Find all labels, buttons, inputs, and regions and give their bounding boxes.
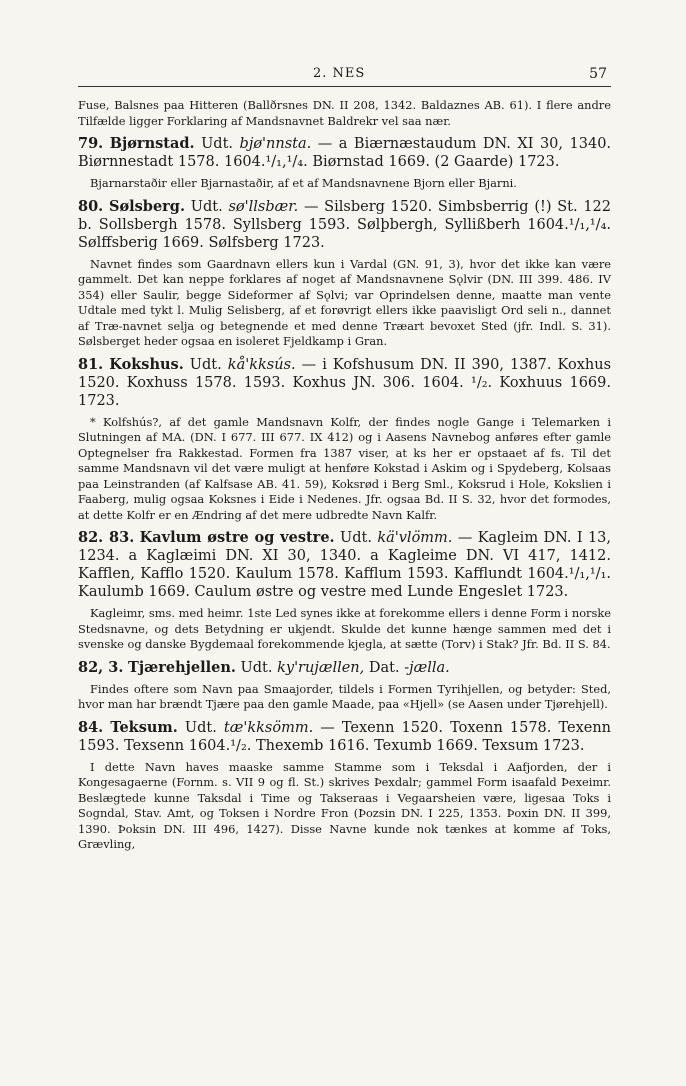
chapter-title: 2. NES [313,66,366,81]
entry-name: Teksum. [110,718,178,736]
entry-80 [78,198,611,252]
entry-name: Sølsberg. [108,197,185,215]
pronunciation: sø'llsbær. [228,198,299,215]
pronunciation: kä'vlömm. [377,530,453,546]
pronunciation: kå'kksús. [227,356,296,373]
udt-label: Udt. [201,136,234,152]
entry-81 [78,356,611,410]
entry-79-note: Bjarnarstaðir eller Bjarnastaðir, af et af Mandsnavnene Bjorn eller Bjarni. [90,176,517,190]
entry-name: Tjærehjellen. [128,658,236,676]
udt-label: Udt. [240,659,273,676]
pronunciation: tæ'kksömm. [223,719,314,736]
entry-number: 82. 83. [78,529,135,546]
entry-name: Bjørnstad. [109,135,195,152]
udt-label: Udt. [339,530,372,546]
dative-form: -jælla. [404,659,450,676]
entry-82-3-note: Findes oftere som Navn paa Smaajorder, tildels i Formen Tyrihjellen, og betyder: Sted, hvor man har brændt Tjære paa den gamle Maade, paa «Hjell» (se Aasen under Tjørehjell). [78,681,611,711]
entry-80-note: Navnet findes som Gaardnavn ellers kun i Vardal (GN. 91, 3), hvor det ikke kan være gammelt. Det kan neppe forklares af noget af Mandsnavnene Sǫlvir (DN. III 399. 486. IV 354) eller Saulir, begge Sideformer af Sǫlvi; var Oprindelsen denne, maatte man vente Udtale med tykt l. Mulig Selisberg, af et forøvrigt ellers ikke paavisligt Ord seli n., dannet af Træ-navnet selja og betegnende et med denne Træart bevoxet Sted (jfr. Indl. S. 31). Sølsberget heder ogsaa en isoleret Fjeldkamp i Gran. [78,256,611,348]
historic-forms: — i Kofshusum DN. II 390, 1387. Koxhus 1520. Koxhuss 1578. 1593. Koxhus JN. 306. 1604. ¹/₂. Koxhuus 1669. 1723. [78,356,612,409]
entry-81-note: * Kolfshús?, af det gamle Mandsnavn Kolfr, der findes nogle Gange i Telemarken i Slutningen af MA. (DN. I 677. III 677. IX 412) og i Aasens Navnebog anføres efter gamle Optegnelser fra Rakkestad. Formen fra 1387 viser, at ks her er opstaaet af fs. Til det samme Mandsnavn vil det være muligt at henføre Kokstad i Askim og i Spydeberg, Kolsaas paa Leinstranden (af Kalfsase AB. 41. 59), Koksrød i Berg Sml., Koksrud i Hole, Kokslien i Faaberg, mulig ogsaa Koksnes i Eide i Nedenes. Jfr. ogsaa Bd. II S. 32, hvor det formodes, at dette Kolfr er en Ændring af det mere udbredte Navn Kalfr. [78,414,611,522]
page-body [78,98,611,853]
page-number: 57 [589,66,607,82]
intro-paragraph: Fuse, Balsnes paa Hitteren (Ballðrsnes DN. II 208, 1342. Baldaznes AB. 61). I flere andre Tilfælde ligger Forklaring af Mandsnavnet Baldrekr vel saa nær. [78,98,611,128]
entry-number: 82, 3. [78,658,124,676]
entry-number: 80. [78,197,104,215]
entry-number: 81. [78,355,104,373]
entry-84-note: I dette Navn haves maaske samme Stamme som i Teksdal i Aafjorden, der i Kongesagaerne (Fornm. s. VII 9 og fl. St.) skrives Þexdalr; gammel Form isaafald Þexeimr. Beslægtede kunne Taksdal i Time og Takseraas i Vegaarsheien være, ligesaa Toks i Sogndal, Stav. Amt, og Toksen i Nordre Fron (Þozsin DN. I 225, 1353. Þoxin DN. II 399, 1390. Þoksin DN. III 496, 1427). Disse Navne kunde nok tænkes at komme af Toks, Grævling, [78,759,611,851]
entry-79 [78,135,611,171]
entry-number: 84. [78,718,104,736]
pronunciation: bjø'nnsta. [239,136,312,152]
entry-name: Kavlum østre og vestre. [139,529,335,546]
entry-82-83 [78,529,611,601]
historic-forms: — Kagleim DN. I 13, 1234. a Kaglæimi DN. XI 30, 1340. a Kagleime DN. VI 417, 1412. Kafflen, Kafflo 1520. Kaulum 1578. Kafflum 1593. Kafflundt 1604.¹/₁,¹/₁. Kaulumb 1669. Caulum østre og vestre med Lunde Engeslet 1723. [78,530,612,600]
historic-forms: — Texenn 1520. Toxenn 1578. Texenn 1593. Texsenn 1604.¹/₂. Thexemb 1616. Texumb 1669. Texsum 1723. [78,719,612,754]
entry-84 [78,719,611,755]
historic-forms: — Silsberg 1520. Simbsberrig (!) St. 122 b. Sollsbergh 1578. Syllsberg 1593. Sølþbergh, Syllißberh 1604.¹/₁,¹/₄. Sølffsberig 1669. Sølfsberg 1723. [78,198,612,251]
historic-forms: — a Biærnæstaudum DN. XI 30, 1340. Biørnnestadt 1578. 1604.¹/₁,¹/₄. Biørnstad 1669. (2 Gaarde) 1723. [78,136,612,170]
entry-name: Kokshus. [109,355,184,373]
entry-82-3 [78,659,611,677]
udt-label: Udt. [190,198,223,215]
udt-label: Udt. [184,719,217,736]
entry-82-83-note: Kagleimr, sms. med heimr. 1ste Led synes ikke at forekomme ellers i denne Form i norske Stedsnavne, og dets Betydning er ukjendt. Skulde det kunne hænge sammen med det i svenske og danske Bygdemaal forekommende kjegla, at sætte (Torv) i Stak? Jfr. Bd. II S. 84. [78,606,611,651]
entry-number: 79. [78,135,104,152]
running-header [78,66,611,87]
pronunciation: ky'rujællen, [277,659,365,676]
udt-label: Udt. [189,356,222,373]
dat-label: Dat. [368,659,400,676]
